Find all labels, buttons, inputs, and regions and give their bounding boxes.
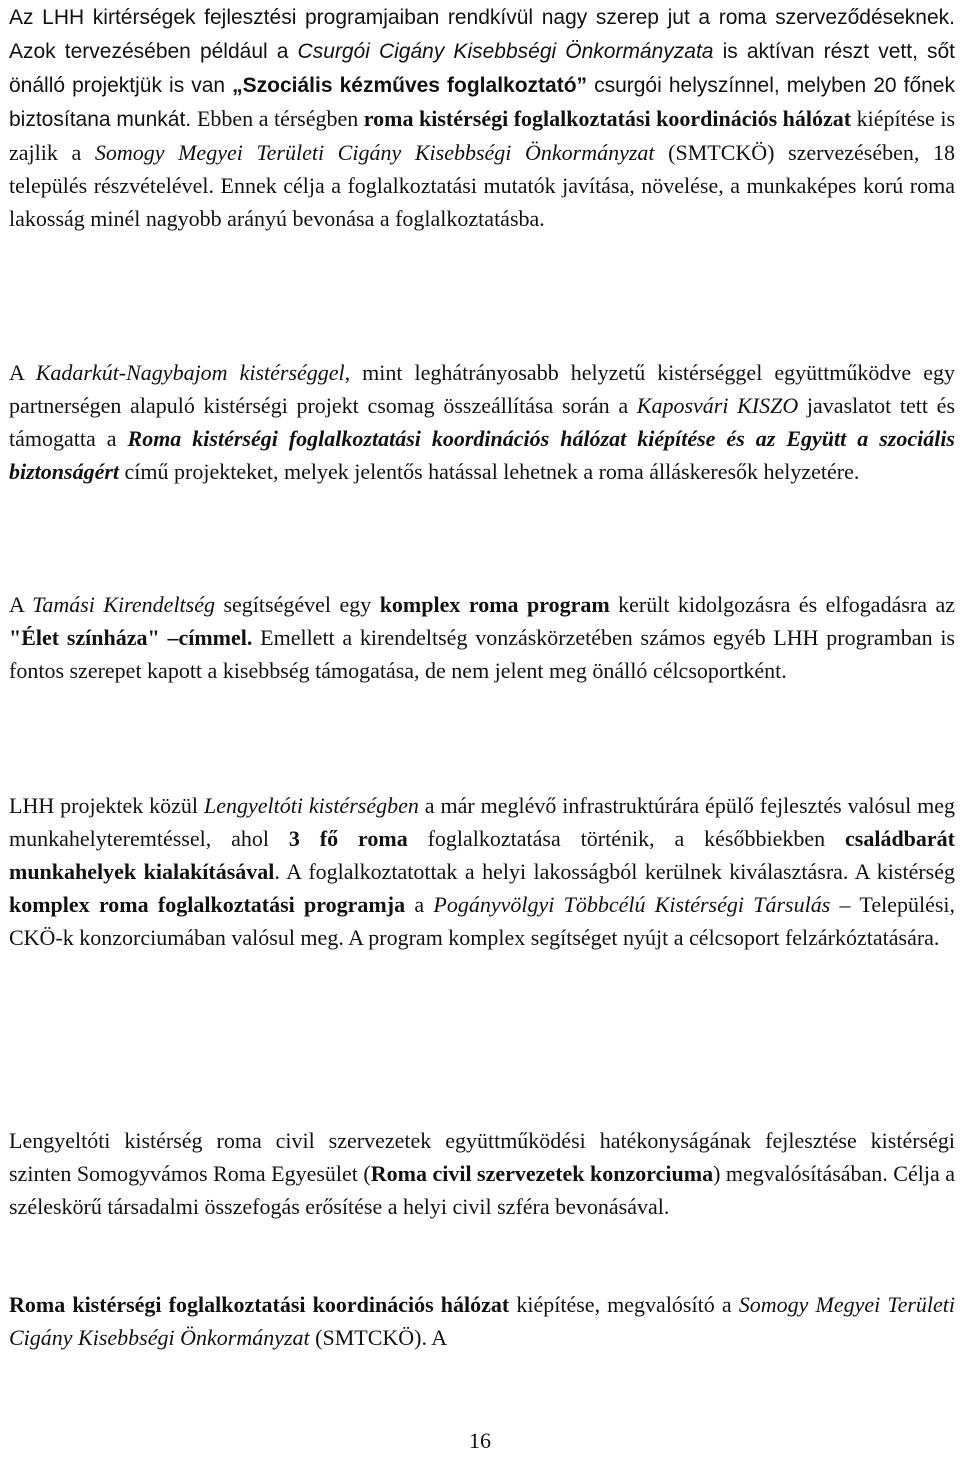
paragraph-koordinacios-halozat — [9, 1288, 955, 1354]
text-run: Kadarkút-Nagybajom kistérséggel — [35, 360, 345, 385]
text-run: komplex roma foglalkoztatási programja — [9, 892, 406, 917]
text-run: is aktívan részt vett, sőt önálló projektjük is van — [9, 40, 956, 97]
text-run: Somogy Megyei Területi Cigány Kisebbségi Önkormányzat — [9, 1292, 956, 1350]
text-run: Roma kistérségi foglalkoztatási koordinációs hálózat kiépítése és az Együtt a szociális biztonságért — [9, 426, 955, 484]
text-run: Tamási Kirendeltség — [32, 592, 215, 617]
text-run: című projekteket, melyek jelentős hatással lehetnek a roma álláskeresők helyzetére. — [119, 459, 860, 484]
text-run: A — [9, 360, 36, 385]
page-number: 16 — [469, 1428, 491, 1453]
text-run: Emellett a kirendeltség vonzáskörzetében számos egyéb LHH programban is fontos szerepet kapott a kisebbség támogatása, de nem jelent meg önálló célcsoportként. — [9, 625, 955, 683]
paragraph-tamasi — [9, 588, 955, 687]
text-run: Az LHH kirtérségek fejlesztési programjaiban rendkívül nagy szerep jut a roma szerveződéseknek. Azok tervezésében például a — [9, 6, 955, 63]
text-run: került kidolgozásra és elfogadásra az — [609, 592, 955, 617]
paragraph-kadarkut-nagybajom — [9, 356, 955, 488]
text-run: „Szociális kézműves foglalkoztató” — [232, 74, 588, 97]
text-run: LHH projektek közül — [9, 793, 204, 818]
text-run: (SMTCKÖ). A — [309, 1325, 448, 1350]
text-run: csurgói helyszínnel, melyben 20 főnek biztosítana munkát. — [9, 74, 955, 131]
text-run: Pogányvölgyi Többcélú Kistérségi Társulás – — [433, 892, 851, 917]
text-run: családbarát munkahelyek kialakításával — [9, 826, 955, 884]
text-run: 3 fő roma — [288, 826, 408, 851]
text-run: javaslatot tett és támogatta a — [9, 393, 956, 451]
text-run: Somogy Megyei Területi Cigány Kisebbségi Önkormányzat — [94, 140, 655, 165]
text-run: Roma kistérségi foglalkoztatási koordinációs hálózat — [9, 1292, 510, 1317]
text-run: (SMTCKÖ) szervezésében, 18 település részvételével. Ennek célja a foglalkoztatási mutatók javítása, növelése, a munkaképes korú roma lakosság minél nagyobb arányú bevonása a foglalkoztatásba. — [9, 140, 955, 231]
text-run: , mint leghátrányosabb helyzetű kistérséggel együttműködve egy partnerségen alapuló kistérségi projekt csomag összeállítása során a — [9, 360, 955, 418]
text-run: Ebben a térségben — [196, 106, 364, 131]
text-run: kiépítése, megvalósító a — [509, 1292, 739, 1317]
text-run: roma kistérségi foglalkoztatási koordinációs hálózat — [363, 106, 852, 131]
text-run: a már meglévő infrastruktúrára épülő fejlesztés valósul meg munkahelyteremtéssel, ahol — [9, 793, 956, 851]
text-run: . A foglalkoztatottak a helyi lakosságból kerülnek kiválasztásra. A kistérség — [274, 859, 956, 884]
text-run: komplex roma program — [379, 592, 610, 617]
text-run: Kaposvári KISZO — [636, 393, 799, 418]
text-run: Települési, CKÖ-k konzorciumában valósul meg. A program komplex segítséget nyújt a célcsoport felzárkóztatására. — [9, 892, 956, 950]
text-run: Csurgói Cigány Kisebbségi Önkormányzata — [297, 40, 714, 63]
text-run: segítségével egy — [215, 592, 380, 617]
paragraph-roma-organizations — [9, 0, 955, 235]
paragraph-lengyeltoti-civil — [9, 1124, 955, 1223]
text-run: Lengyeltóti kistérség roma civil szervezetek együttműködési hatékonyságának fejlesztése kistérségi szinten Somogyvámos Roma Egyesület ( — [9, 1128, 955, 1186]
text-run: foglalkoztatása történik, a későbbiekben — [407, 826, 845, 851]
text-run: ) megvalósításában. Célja a széleskörű társadalmi összefogás erősítése a helyi civil szféra bevonásával. — [9, 1161, 955, 1219]
text-run: a — [405, 892, 434, 917]
paragraph-lengyeltoti-lhh — [9, 789, 955, 954]
text-run: A — [9, 592, 33, 617]
text-run: Lengyeltóti kistérségben — [203, 793, 419, 818]
text-run: "Élet színháza" –címmel. — [9, 625, 253, 650]
text-run: kiépítése is zajlik a — [9, 106, 956, 165]
text-run: Roma civil szervezetek konzorciuma — [370, 1161, 714, 1186]
